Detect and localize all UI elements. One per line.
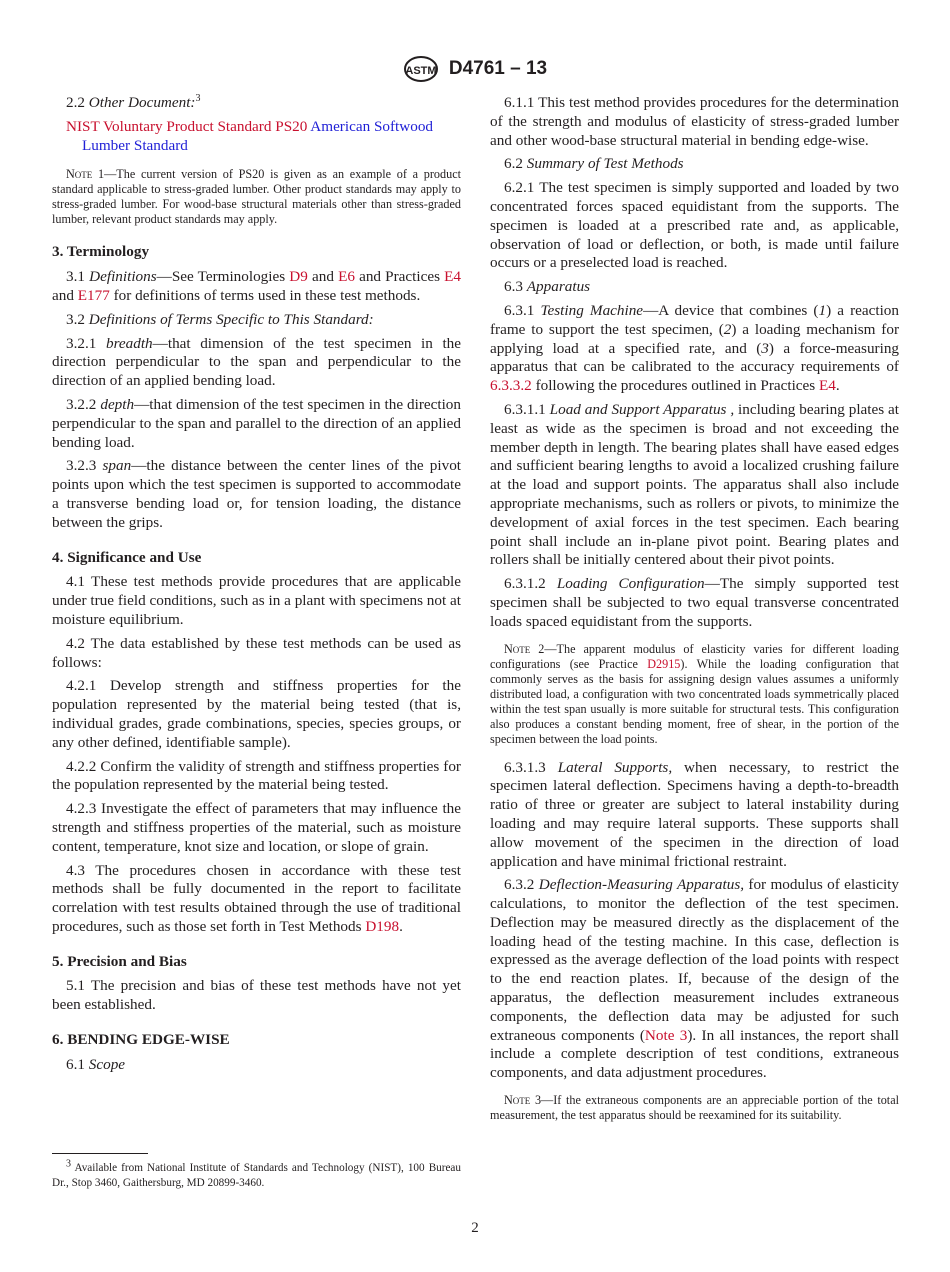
italic-text: Summary of Test Methods [526,155,684,173]
text: ) a loading mechanism for applying load at a specified rate, and ( [490,320,900,357]
text: 6.1.1 This test method provides procedures for the determination of the strength and modulus of elasticity of stress-graded lumber and other wood-base structural material in bending edge-wise. [490,94,899,149]
text: 6.3 [504,278,527,296]
text: 6.3.1.1 [504,400,550,418]
text: 3.2.2 [66,395,101,413]
text: 6.2 [504,155,527,173]
footnote-mark: 3 [66,1158,71,1170]
text: 6.3.1 [504,301,541,319]
footnote-divider [52,1153,148,1154]
footnote-reference: 3 [195,92,201,104]
text: 3.2.1 [66,334,106,352]
italic-text: 2 [723,320,732,338]
text: for definitions of terms used in these test methods. [109,286,421,304]
section-heading [52,243,461,262]
text: and Practices [354,268,445,286]
text: 6.1 [66,1055,89,1073]
text: including bearing plates at least as wide as the specimen is broad and not exceeding the member depth in length. The bearing plates shall have eased edges and sufficient bearing lengths to avoid a localized crushing failure at the load and support points. The apparatus shall also include appropriate mechanisms, such as rollers or pivots, to minimize the development of axial forces in the test specimen. Each bearing point shall include an in-plane pivot point. Bearing plates and rollers shall be initially centered about their pivot points. [490,400,899,569]
text: 4.3 The procedures chosen in accordance with these test methods shall be fully documented in the report to facilitate correlation with test results obtained through the use of traditional procedures, such as those set forth in Test Methods [52,861,461,935]
text: . [399,917,403,935]
paragraph [52,800,461,856]
paragraph [490,302,899,396]
italic-text: 3 [761,339,769,357]
italic-text: Load and Support Apparatus , [549,400,735,418]
italic-text: Scope [88,1055,126,1073]
text: 6.3.2 [504,876,539,894]
reference-link[interactable]: American Softwood Lumber Standard [82,117,434,154]
text: 3—If the extraneous components are an appreciable portion of the total measurement, the test apparatus should be reexamined for its suitability. [490,1093,899,1123]
paragraph [52,396,461,452]
paragraph [490,278,899,297]
text: and [52,286,78,304]
text: ). While the loading configuration that commonly serves as the basis for assigning design values assumes a uniformly distributed load, a configuration with two concentrated loads symmetrically placed within the test span usually is more suitable for structural tests. This configuration also produces a constant bending moment, free of shear, in the portion of the specimen between the load points. [490,656,899,746]
paragraph [490,575,899,631]
text: 4. Significance and Use [52,548,202,566]
reference-link[interactable]: E6 [338,268,355,286]
paragraph [52,758,461,796]
italic-text: Loading Configuration [556,575,705,593]
text: 6.3.1.3 [504,758,558,776]
text: following the procedures outlined in Practices [531,377,819,395]
text: 6.2.1 The test specimen is simply supported and loaded by two concentrated forces spaced equidistant from the supports. The specimen is loaded at a prescribed rate and, as applicable, observation of load or deflection, or both, is made until failure occurs or a preselected load is reached. [490,179,899,272]
paragraph [52,862,461,937]
text: —A device that combines ( [643,301,819,319]
text: 4.1 These test methods provide procedures that are applicable under true field conditions, such as in a plant with specimens not at moisture equilibrium. [52,573,461,628]
italic-text: Other Document: [88,94,196,111]
page-header [0,55,950,83]
text: 6. BENDING EDGE-WISE [52,1031,230,1049]
reference-link[interactable]: D9 [289,268,308,286]
section-heading [52,1031,461,1050]
note-paragraph [490,642,899,747]
text: Note [504,641,531,656]
text: 4.2.1 Develop strength and stiffness properties for the population represented by the material being tested (that is, individual grades, grade combinations, species, species groups, or any other defined, identifiable sample). [52,677,461,751]
italic-text: Lateral Supports, [557,758,673,776]
text: 4.2 The data established by these test methods can be used as follows: [52,634,461,671]
standard-designation: D4761 – 13 [448,58,548,79]
paragraph [490,876,899,1083]
text: Note [66,167,93,182]
paragraph [490,759,899,872]
text: 1—The current version of PS20 is given as an example of a product standard applicable to stress-graded lumber. Other product standards may apply to stress-graded lumber. For wood-base structural materials other than stress-graded lumber, relevant product standards may apply. [52,167,461,227]
paragraph [52,977,461,1015]
italic-text: span [102,457,132,475]
italic-text: Definitions [89,268,157,286]
text: . [835,377,840,395]
italic-text: Testing Machine [540,301,644,319]
text: and [307,268,339,286]
text: —that dimension of the test specimen in the direction perpendicular to the span and parallel to the direction of an applied bending load. [52,395,461,451]
right-column [490,94,899,1135]
text: for modulus of elasticity calculations, to monitor the deflection of the test specimen. Deflection may be measured directly as the displacement of the loading head of the testing machine. In this case, deflection is expressed as the average deflection of the load points with respect to the end reaction plates. If, because of the design of the apparatus, the deflection measurement includes extraneous components, the deflection data may be adjusted for such extraneous components ( [490,876,899,1044]
reference-link[interactable]: E4 [819,377,836,395]
section-heading [52,953,461,972]
reference-link[interactable]: E177 [77,286,110,304]
text: —See Terminologies [156,268,290,286]
paragraph [52,94,461,113]
text: 4.2.3 Investigate the effect of parameters that may influence the strength and stiffness properties of the material, such as moisture content, temperature, knot size and location, or slope of grain. [52,800,461,855]
text: ) a reaction frame to support the test specimen, ( [490,301,899,338]
reference-link[interactable]: D2915 [647,656,681,671]
left-column [52,94,461,1080]
text: when necessary, to restrict the specimen lateral deflection. Specimens having a depth-to-breadth ratio of three or greater are subject to lateral instability during loading and may require lateral supports. These supports shall allow movement of the specimen in the direction of load application and have minimal frictional restraint. [490,758,899,870]
text: 4.2.2 Confirm the validity of strength and stiffness properties for the population represented by the material being tested. [52,757,461,794]
paragraph [52,335,461,391]
text: —that dimension of the test specimen in the direction perpendicular to the span and perpendicular to the direction of an applied bending load. [52,334,462,390]
text: 5. Precision and Bias [52,952,187,970]
text: Note [504,1093,531,1108]
note-paragraph [52,167,461,227]
paragraph [52,457,461,532]
paragraph [490,401,899,570]
text: —The simply supported test specimen shall be subjected to two equal transverse concentrated loads spaced equidistant from the supports. [490,575,900,630]
reference-link[interactable]: NIST Voluntary Product Standard PS20 [66,117,308,135]
svg-text:ASTM: ASTM [405,65,437,77]
footnote-text: Available from National Institute of Standards and Technology (NIST), 100 Bureau Dr., Stop 3460, Gaithersburg, MD 20899-3460. [52,1162,461,1189]
paragraph [52,573,461,629]
text: 2.2 [66,94,89,111]
astm-logo-icon [403,55,439,83]
text: —the distance between the center lines of the pivot points upon which the test specimen is supported to accommodate a transverse bending load or, for tension loading, the distance between the grips. [52,457,462,531]
paragraph [52,635,461,673]
text: ). In all instances, the report shall include a complete description of test conditions, extraneous components, and data adjustment procedures. [490,1026,899,1082]
italic-text: Deflection-Measuring Apparatus, [538,876,745,894]
paragraph [52,311,461,330]
paragraph [490,155,899,174]
italic-text: breadth [105,334,153,352]
italic-text: Apparatus [526,278,591,296]
paragraph [490,94,899,150]
italic-text: depth [100,395,135,413]
paragraph [52,1056,461,1075]
reference-link[interactable]: Note 3 [644,1026,688,1044]
text: 3. Terminology [52,243,150,261]
section-heading [52,549,461,568]
reference-link[interactable]: D198 [365,917,400,935]
text: 3.2 [66,310,89,328]
paragraph [52,268,461,306]
text: 6.3.1.2 [504,575,557,593]
note-paragraph [490,1093,899,1123]
footnote [52,1158,461,1190]
paragraph [52,118,461,156]
italic-text: Definitions of Terms Specific to This Standard: [88,310,374,328]
text: 3.2.3 [66,457,103,475]
paragraph [490,179,899,273]
text: 5.1 The precision and bias of these test methods have not yet been established. [52,977,461,1014]
reference-link[interactable]: E4 [444,268,462,286]
reference-link[interactable]: 6.3.3.2 [490,377,532,395]
text: 3.1 [66,268,90,286]
text: 2—The apparent modulus of elasticity varies for different loading configurations (see Practice [490,641,899,671]
paragraph [52,677,461,752]
page-number: 2 [471,1220,479,1236]
italic-text: 1 [818,301,827,319]
text: ) a force-measuring apparatus that can be calibrated to the accuracy requirements of [490,339,900,376]
